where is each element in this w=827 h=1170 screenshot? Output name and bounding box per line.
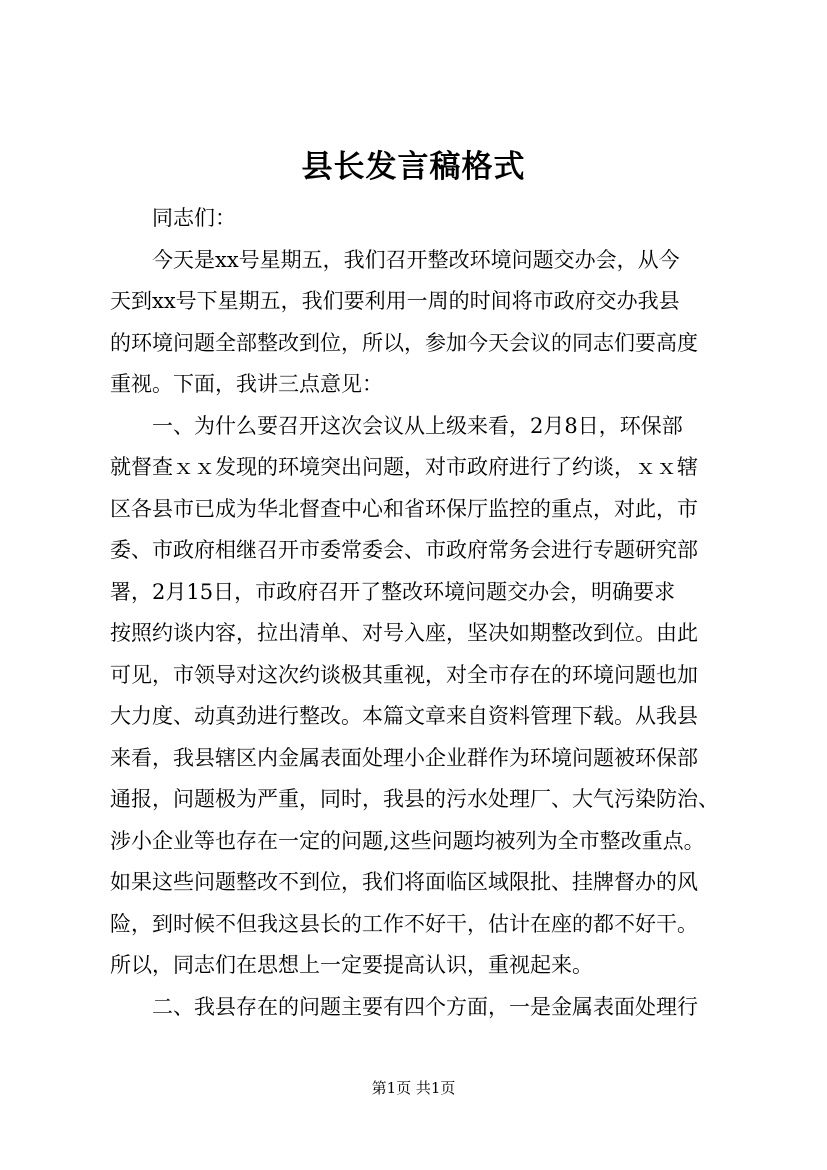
body-line: 同志们： bbox=[152, 206, 236, 230]
body-line: 委、市政府相继召开市委常委会、市政府常务会进行专题研究部 bbox=[110, 538, 698, 562]
body-line: 区各县市已成为华北督查中心和省环保厅监控的重点，对此，市 bbox=[110, 496, 698, 521]
body-line: 所以，同志们在思想上一定要提高认识，重视起来。 bbox=[110, 953, 593, 977]
page-footer: 第1页 共1页 bbox=[371, 1079, 456, 1097]
body-line: 署，2月15日，市政府召开了整改环境问题交办会，明确要求 bbox=[110, 579, 676, 604]
body-line: 就督查ｘｘ发现的环境突出问题，对市政府进行了约谈，ｘｘ辖 bbox=[110, 455, 698, 479]
body-line: 通报，问题极为严重，同时，我县的污水处理厂、大气污染防治、 bbox=[110, 787, 719, 811]
body-line: 大力度、动真劲进行整改。本篇文章来自资料管理下载。从我县 bbox=[110, 704, 698, 728]
body-line: 重视。下面，我讲三点意见： bbox=[110, 372, 383, 396]
document-title: 县长发言稿格式 bbox=[301, 149, 526, 185]
body-line: 涉小企业等也存在一定的问题,这些问题均被列为全市整改重点。 bbox=[110, 828, 705, 853]
body-line: 今天是xx号星期五，我们召开整改环境问题交办会，从今 bbox=[152, 247, 680, 272]
body-line: 可见，市领导对这次约谈极其重视，对全市存在的环境问题也加 bbox=[110, 662, 698, 687]
document-body bbox=[110, 198, 750, 1028]
body-line: 的环境问题全部整改到位，所以，参加今天会议的同志们要高度 bbox=[110, 330, 698, 355]
body-line: 一、为什么要召开这次会议从上级来看，2月8日，环保部 bbox=[152, 413, 683, 438]
body-line: 险，到时候不但我这县长的工作不好干，估计在座的都不好干。 bbox=[110, 911, 698, 936]
body-line: 按照约谈内容，拉出清单、对号入座，坚决如期整改到位。由此 bbox=[110, 621, 698, 645]
body-line: 二、我县存在的问题主要有四个方面，一是金属表面处理行 bbox=[152, 994, 698, 1019]
body-line: 如果这些问题整改不到位，我们将面临区域限批、挂牌督办的风 bbox=[110, 870, 698, 894]
body-line: 来看，我县辖区内金属表面处理小企业群作为环境问题被环保部 bbox=[110, 745, 698, 770]
body-line: 天到xx号下星期五，我们要利用一周的时间将市政府交办我县 bbox=[110, 289, 680, 313]
